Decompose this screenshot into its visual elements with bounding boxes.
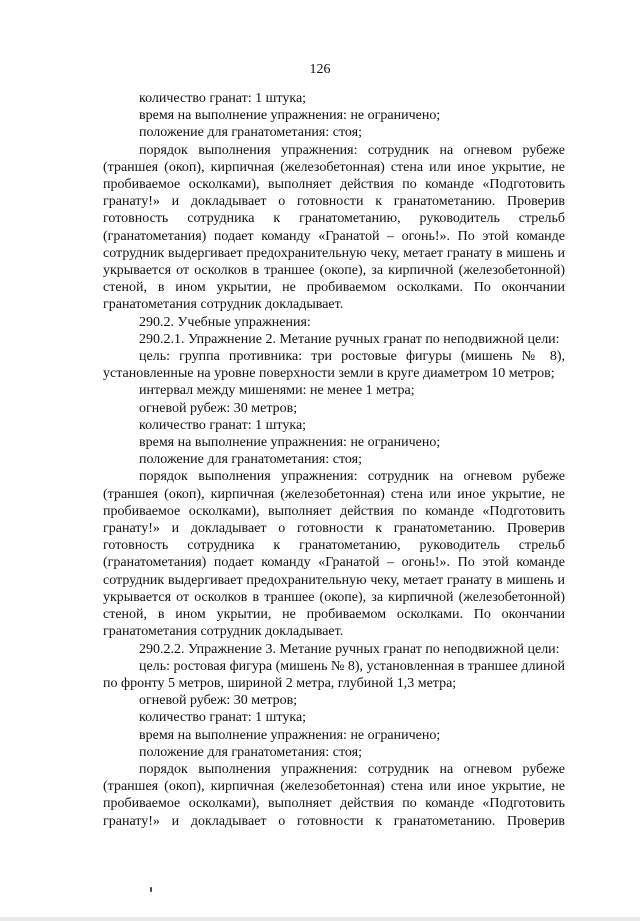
paragraph-exercise-2-heading: 290.2.1. Упражнение 2. Метание ручных гранат по неподвижной цели:: [139, 331, 560, 347]
page-number: 126: [309, 62, 331, 77]
paragraph-exercise-3-procedure: порядок выполнения упражнения: сотрудник на огневом рубеже (траншея (окоп), кирпичная (железобетонная) стена или иное укрытие, не пробиваемое осколками), выполняет действия по команде «Подготовить гранату!» и докладывает о готовности к гранатометанию. Проверив: [103, 761, 565, 829]
paragraph-exercise-2-firing-line: огневой рубеж: 30 метров;: [139, 400, 298, 416]
paragraph-exercise-2-position: положение для гранатометания: стоя;: [139, 452, 362, 468]
paragraph-procedure: порядок выполнения упражнения: сотрудник на огневом рубеже (траншея (окоп), кирпичная (железобетонная) стена или иное укрытие, не пробиваемое осколками), выполняет действия по команде «Подготовить гранату!» и докладывает о готовности к гранатометанию. Проверив готовность сотрудника к гранатометанию, руководитель стрельб (гранатометания) подает команду «Гранатой – огонь!». По этой команде сотрудник выдергивает предохранительную чеку, метает гранату в мишень и укрывается от осколков в траншее (окопе), за кирпичной (железобетонной) стеной, в ином укрытии, не пробиваемом осколками. По окончании гранатометания сотрудник докладывает.: [103, 142, 565, 313]
document-body: [103, 90, 565, 830]
paragraph-exercise-2-interval: интервал между мишенями: не менее 1 метра;: [139, 383, 415, 399]
paragraph-exercise-3-firing-line: огневой рубеж: 30 метров;: [139, 693, 298, 709]
scan-speck: [150, 887, 152, 892]
paragraph-time-limit: время на выполнение упражнения: не ограничено;: [139, 108, 441, 124]
paragraph-exercise-2-time-limit: время на выполнение упражнения: не ограничено;: [139, 435, 441, 451]
paragraph-section-heading: 290.2. Учебные упражнения:: [139, 314, 311, 330]
paragraph-exercise-2-target: цель: группа противника: три ростовые фигуры (мишень № 8), установленные на уровне поверхности земли в круге диаметром 10 метров;: [103, 349, 565, 382]
scan-bottom-edge: [0, 917, 640, 921]
paragraph-exercise-3-time-limit: время на выполнение упражнения: не ограничено;: [139, 727, 441, 743]
paragraph-exercise-2-grenade-count: количество гранат: 1 штука;: [139, 417, 307, 433]
paragraph-grenade-count: количество гранат: 1 штука;: [139, 91, 307, 106]
paragraph-exercise-3-heading: 290.2.2. Упражнение 3. Метание ручных гранат по неподвижной цели:: [139, 641, 560, 657]
paragraph-exercise-3-grenade-count: количество гранат: 1 штука;: [139, 710, 307, 726]
paragraph-exercise-3-target: цель: ростовая фигура (мишень № 8), установленная в траншее длиной по фронту 5 метров, шириной 2 метра, глубиной 1,3 метра;: [103, 658, 565, 691]
paragraph-throwing-position: положение для гранатометания: стоя;: [139, 125, 362, 141]
paragraph-exercise-2-procedure: порядок выполнения упражнения: сотрудник на огневом рубеже (траншея (окоп), кирпичная (железобетонная) стена или иное укрытие, не пробиваемое осколками), выполняет действия по команде «Подготовить гранату!» и докладывает о готовности к гранатометанию. Проверив готовность сотрудника к гранатометанию, руководитель стрельб (гранатометания) подает команду «Гранатой – огонь!». По этой команде сотрудник выдергивает предохранительную чеку, метает гранату в мишень и укрывается от осколков в траншее (окопе), за кирпичной (железобетонной) стеной, в ином укрытии, не пробиваемом осколками. По окончании гранатометания сотрудник докладывает.: [103, 469, 565, 640]
paragraph-exercise-3-position: положение для гранатометания: стоя;: [139, 744, 362, 760]
